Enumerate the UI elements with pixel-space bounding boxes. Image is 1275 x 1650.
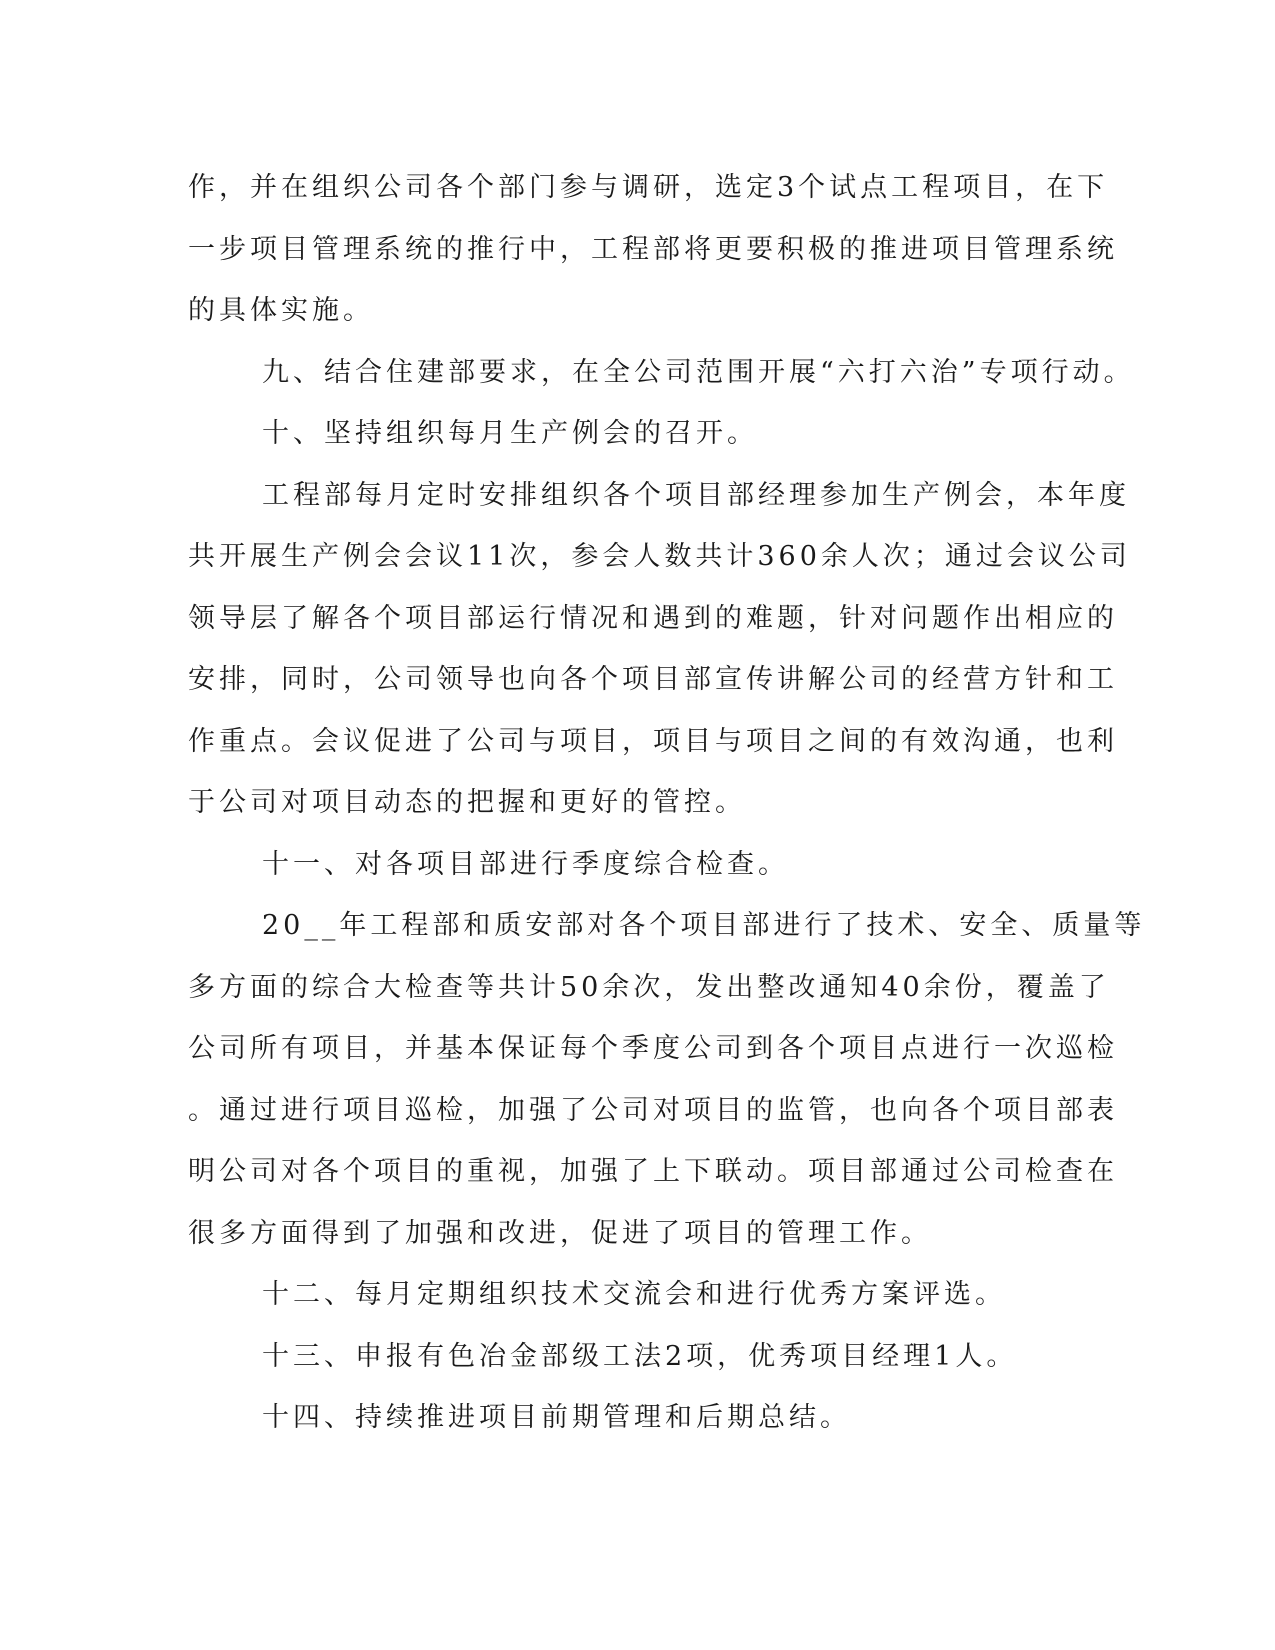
text-line: 作，并在组织公司各个部门参与调研，选定3个试点工程项目，在下 bbox=[188, 172, 1109, 203]
text-line: 很多方面得到了加强和改进，促进了项目的管理工作。 bbox=[188, 1217, 932, 1249]
paragraph-start: 20__年工程部和质安部对各个项目部进行了技术、安全、质量等 bbox=[262, 910, 1146, 941]
text-line: 领导层了解各个项目部运行情况和遇到的难题，针对问题作出相应的 bbox=[188, 602, 1118, 634]
section-heading-9: 九、结合住建部要求，在全公司范围开展“六打六治”专项行动。 bbox=[262, 356, 1135, 388]
text-line: 安排，同时，公司领导也向各个项目部宣传讲解公司的经营方针和工 bbox=[188, 664, 1118, 695]
text-line: 的具体实施。 bbox=[188, 295, 374, 326]
document-body bbox=[188, 157, 1146, 1449]
text-line: 。通过进行项目巡检，加强了公司对项目的监管，也向各个项目部表 bbox=[188, 1094, 1118, 1126]
text-line: 作重点。会议促进了公司与项目，项目与项目之间的有效沟通，也利 bbox=[188, 725, 1118, 757]
section-heading-10: 十、坚持组织每月生产例会的召开。 bbox=[262, 418, 758, 449]
paragraph-start: 工程部每月定时安排组织各个项目部经理参加生产例会，本年度 bbox=[262, 479, 1130, 511]
section-heading-14: 十四、持续推进项目前期管理和后期总结。 bbox=[262, 1402, 851, 1433]
section-heading-13: 十三、申报有色冶金部级工法2项，优秀项目经理1人。 bbox=[262, 1340, 1018, 1372]
text-line: 于公司对项目动态的把握和更好的管控。 bbox=[188, 787, 746, 818]
text-line: 共开展生产例会会议11次，参会人数共计360余人次；通过会议公司 bbox=[188, 541, 1131, 572]
text-line: 一步项目管理系统的推行中，工程部将更要积极的推进项目管理系统 bbox=[188, 233, 1118, 265]
text-line: 公司所有项目，并基本保证每个季度公司到各个项目点进行一次巡检 bbox=[188, 1033, 1118, 1064]
text-line: 明公司对各个项目的重视，加强了上下联动。项目部通过公司检查在 bbox=[188, 1156, 1118, 1187]
section-heading-11: 十一、对各项目部进行季度综合检查。 bbox=[262, 848, 789, 880]
section-heading-12: 十二、每月定期组织技术交流会和进行优秀方案评选。 bbox=[262, 1279, 1006, 1310]
text-line: 多方面的综合大检查等共计50余次，发出整改通知40余份，覆盖了 bbox=[188, 971, 1110, 1003]
